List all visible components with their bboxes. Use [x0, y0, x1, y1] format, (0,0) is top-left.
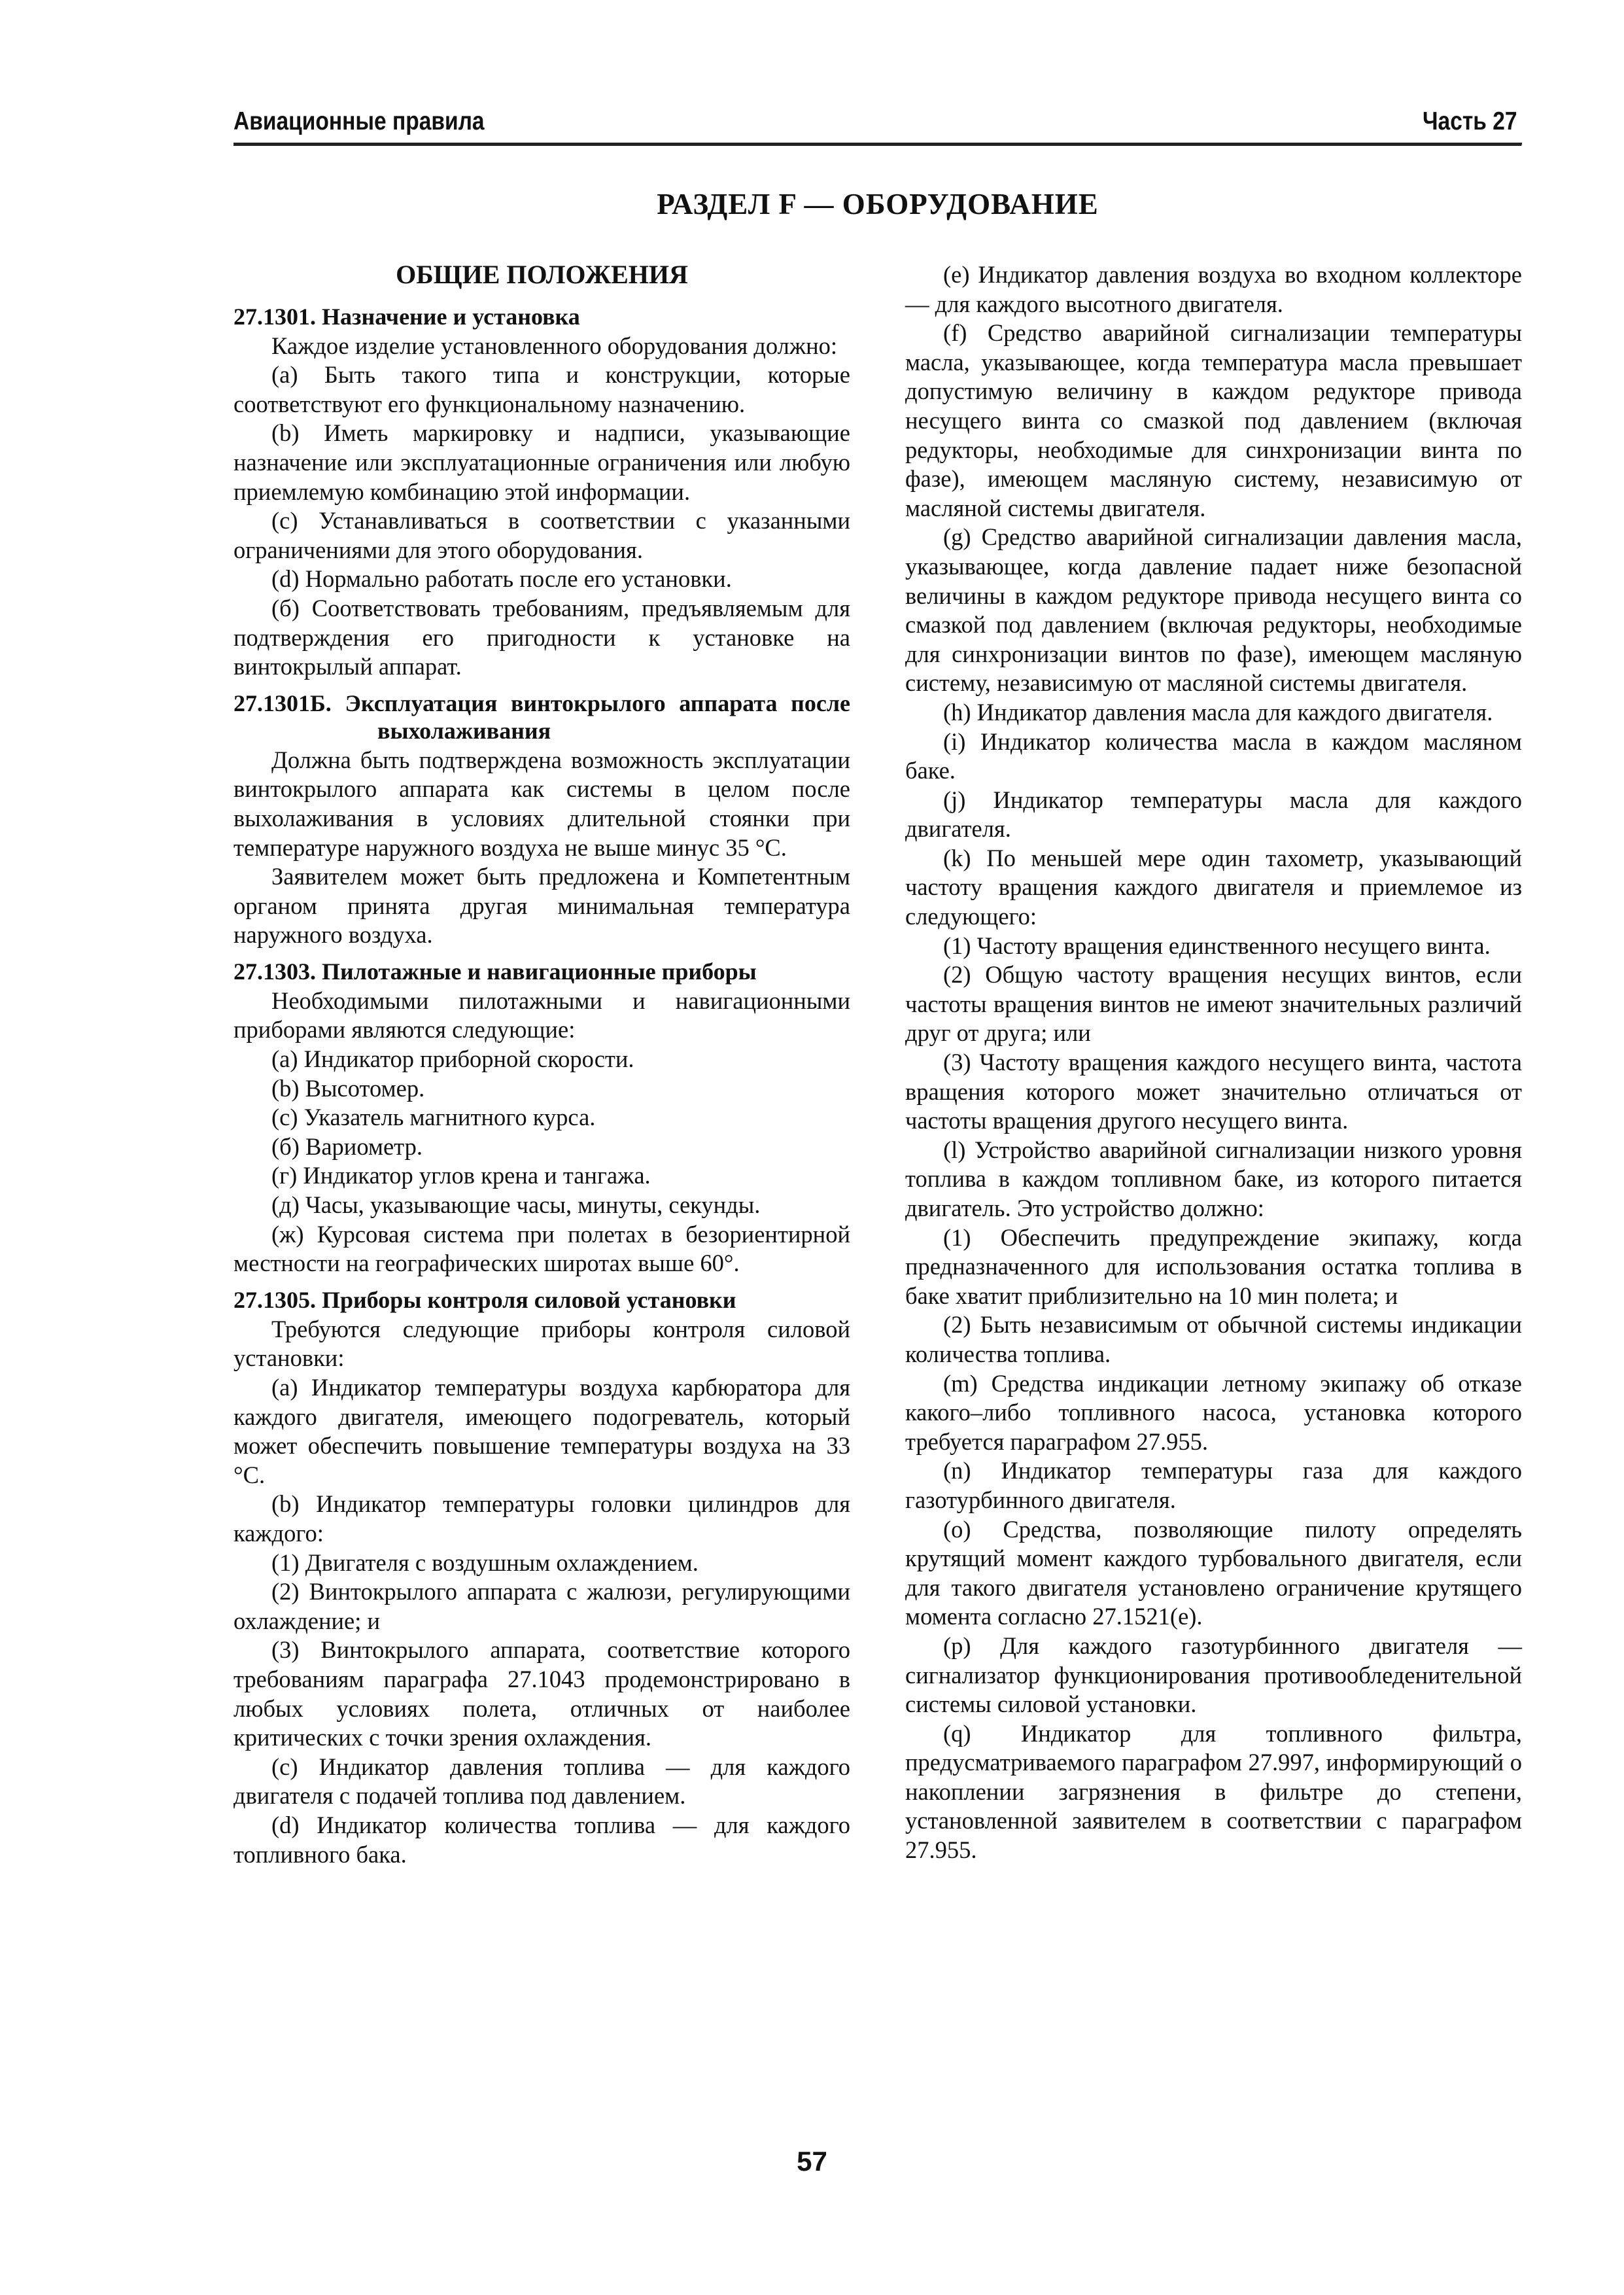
paragraph: (q) Индикатор для топливного фильтра, предусматриваемого параграфом 27.997, информирующий о накоплении загрязнения в фильтре до степени, установленной заявителем в соответствии с параграфом 27.955. — [905, 1719, 1522, 1864]
page-number: 57 — [797, 2146, 827, 2177]
paragraph: (2) Винтокрылого аппарата с жалюзи, регулирующими охлаждение; и — [233, 1578, 850, 1634]
paragraph: (ж) Курсовая система при полетах в безориентирной местности на географических широтах выше 60°. — [233, 1220, 850, 1277]
heading-27-1301b: 27.1301Б. Эксплуатация винтокрылого аппарата после выхолаживания — [233, 690, 850, 744]
paragraph: (h) Индикатор давления масла для каждого двигателя. — [943, 698, 1493, 726]
paragraph: Необходимыми пилотажными и навигационными приборами являются следующие: — [233, 987, 850, 1043]
header-rule — [233, 143, 1522, 145]
paragraph: (b) Иметь маркировку и надписи, указывающие назначение или эксплуатационные ограничения или любую приемлемую комбинацию этой информации. — [233, 419, 850, 505]
paragraph: (2) Общую частоту вращения несущих винтов, если частоты вращения винтов не имеют значительных различий друг от друга; или — [905, 961, 1522, 1047]
paragraph: (e) Индикатор давления воздуха во входном коллекторе — для каждого высотного двигателя. — [905, 261, 1522, 317]
paragraph: (2) Быть независимым от обычной системы индикации количества топлива. — [905, 1311, 1522, 1367]
paragraph: (1) Двигателя с воздушным охлаждением. — [271, 1549, 699, 1576]
paragraph: (f) Средство аварийной сигнализации температуры масла, указывающее, когда температура масла превышает допустимую величину в каждом редукторе привода несущего винта со смазкой под давлением (включая редукторы, необходимые для синхронизации винта по фазе), имеющем масляную систему, независимую от масляной системы двигателя. — [905, 319, 1522, 521]
paragraph: (a) Индикатор приборной скорости. — [271, 1045, 634, 1073]
paragraph: (p) Для каждого газотурбинного двигателя — сигнализатор функционирования противообледенительной системы силовой установки. — [905, 1632, 1522, 1718]
subsection-title: ОБЩИЕ ПОЛОЖЕНИЯ — [396, 260, 688, 289]
paragraph: (n) Индикатор температуры газа для каждого газотурбинного двигателя. — [905, 1457, 1522, 1513]
right-column — [905, 260, 1522, 1865]
paragraph: (d) Индикатор количества топлива — для каждого топливного бака. — [233, 1811, 850, 1868]
paragraph: (l) Устройство аварийной сигнализации низкого уровня топлива в каждом топливном баке, из которого питается двигатель. Это устройство должно: — [905, 1136, 1522, 1221]
paragraph: (g) Средство аварийной сигнализации давления масла, указывающее, когда давление падает ниже безопасной величины в каждом редукторе привода несущего винта со смазкой под давлением (включая редукторы, необходимые для синхронизации винтов по фазе), имеющем масляную систему, независимую от масляной системы двигателя. — [905, 523, 1522, 697]
paragraph: (a) Быть такого типа и конструкции, которые соответствуют его функциональному назначению. — [233, 361, 850, 417]
paragraph: (a) Индикатор температуры воздуха карбюратора для каждого двигателя, имеющего подогреватель, который может обеспечить повышение температуры воздуха на 33 °С. — [233, 1374, 850, 1488]
paragraph: (i) Индикатор количества масла в каждом масляном баке. — [905, 727, 1522, 784]
paragraph: (3) Частоту вращения каждого несущего винта, частота вращения которого может значительно отличаться от частоты вращения другого несущего винта. — [905, 1049, 1522, 1134]
paragraph: (c) Устанавливаться в соответствии с указанными ограничениями для этого оборудования. — [233, 507, 850, 563]
paragraph: (j) Индикатор температуры масла для каждого двигателя. — [905, 786, 1522, 843]
paragraph: (m) Средства индикации летному экипажу об отказе какого–либо топливного насоса, установка которого требуется параграфом 27.955. — [905, 1369, 1522, 1455]
section-title: РАЗДЕЛ F — ОБОРУДОВАНИЕ — [657, 188, 1099, 220]
paragraph: Требуются следующие приборы контроля силовой установки: — [233, 1315, 850, 1372]
paragraph: Каждое изделие установленного оборудования должно: — [271, 332, 838, 359]
running-header — [233, 103, 1521, 146]
paragraph: (c) Индикатор давления топлива — для каждого двигателя с подачей топлива под давлением. — [233, 1753, 850, 1810]
paragraph: (г) Индикатор углов крена и тангажа. — [271, 1162, 651, 1189]
paragraph: (o) Средства, позволяющие пилоту определять крутящий момент каждого турбовального двигателя, если для такого двигателя установлено ограничение крутящего момента согласно 27.1521(e). — [905, 1515, 1522, 1630]
paragraph: (б) Соответствовать требованиям, предъявляемым для подтверждения его пригодности к установке на винтокрылый аппарат. — [233, 594, 850, 680]
paragraph: (k) По меньшей мере один тахометр, указывающий частоту вращения каждого двигателя и приемлемое из следующего: — [905, 844, 1522, 930]
header-right: Часть 27 — [1422, 107, 1517, 135]
left-column — [233, 260, 850, 1869]
paragraph: (1) Частоту вращения единственного несущего винта. — [943, 932, 1491, 959]
paragraph: (c) Указатель магнитного курса. — [271, 1104, 596, 1131]
paragraph: (3) Винтокрылого аппарата, соответствие которого требованиям параграфа 27.1043 продемонстрировано в любых условиях полета, отличных от наиболее критических с точки зрения охлаждения. — [233, 1636, 850, 1751]
paragraph: (д) Часы, указывающие часы, минуты, секунды. — [271, 1191, 761, 1219]
paragraph: (b) Индикатор температуры головки цилиндров для каждого: — [233, 1490, 850, 1547]
header-left: Авиационные правила — [233, 107, 485, 135]
paragraph: (d) Нормально работать после его установки. — [271, 565, 732, 593]
paragraph: (б) Вариометр. — [271, 1132, 423, 1160]
paragraph: Должна быть подтверждена возможность эксплуатации винтокрылого аппарата как системы в целом после выхолаживания в условиях длительной стоянки при температуре наружного воздуха не выше минус 35 °С. — [233, 746, 850, 861]
heading-27-1301: 27.1301. Назначение и установка — [233, 303, 580, 330]
paragraph: Заявителем может быть предложена и Компетентным органом принята другая минимальная температура наружного воздуха. — [233, 863, 850, 949]
paragraph: (1) Обеспечить предупреждение экипажу, когда предназначенного для использования остатка топлива в баке хватит приблизительно на 10 мин полета; и — [905, 1223, 1522, 1309]
paragraph: (b) Высотомер. — [271, 1074, 425, 1102]
heading-27-1303: 27.1303. Пилотажные и навигационные приборы — [233, 958, 757, 985]
heading-27-1305: 27.1305. Приборы контроля силовой установки — [233, 1286, 736, 1313]
